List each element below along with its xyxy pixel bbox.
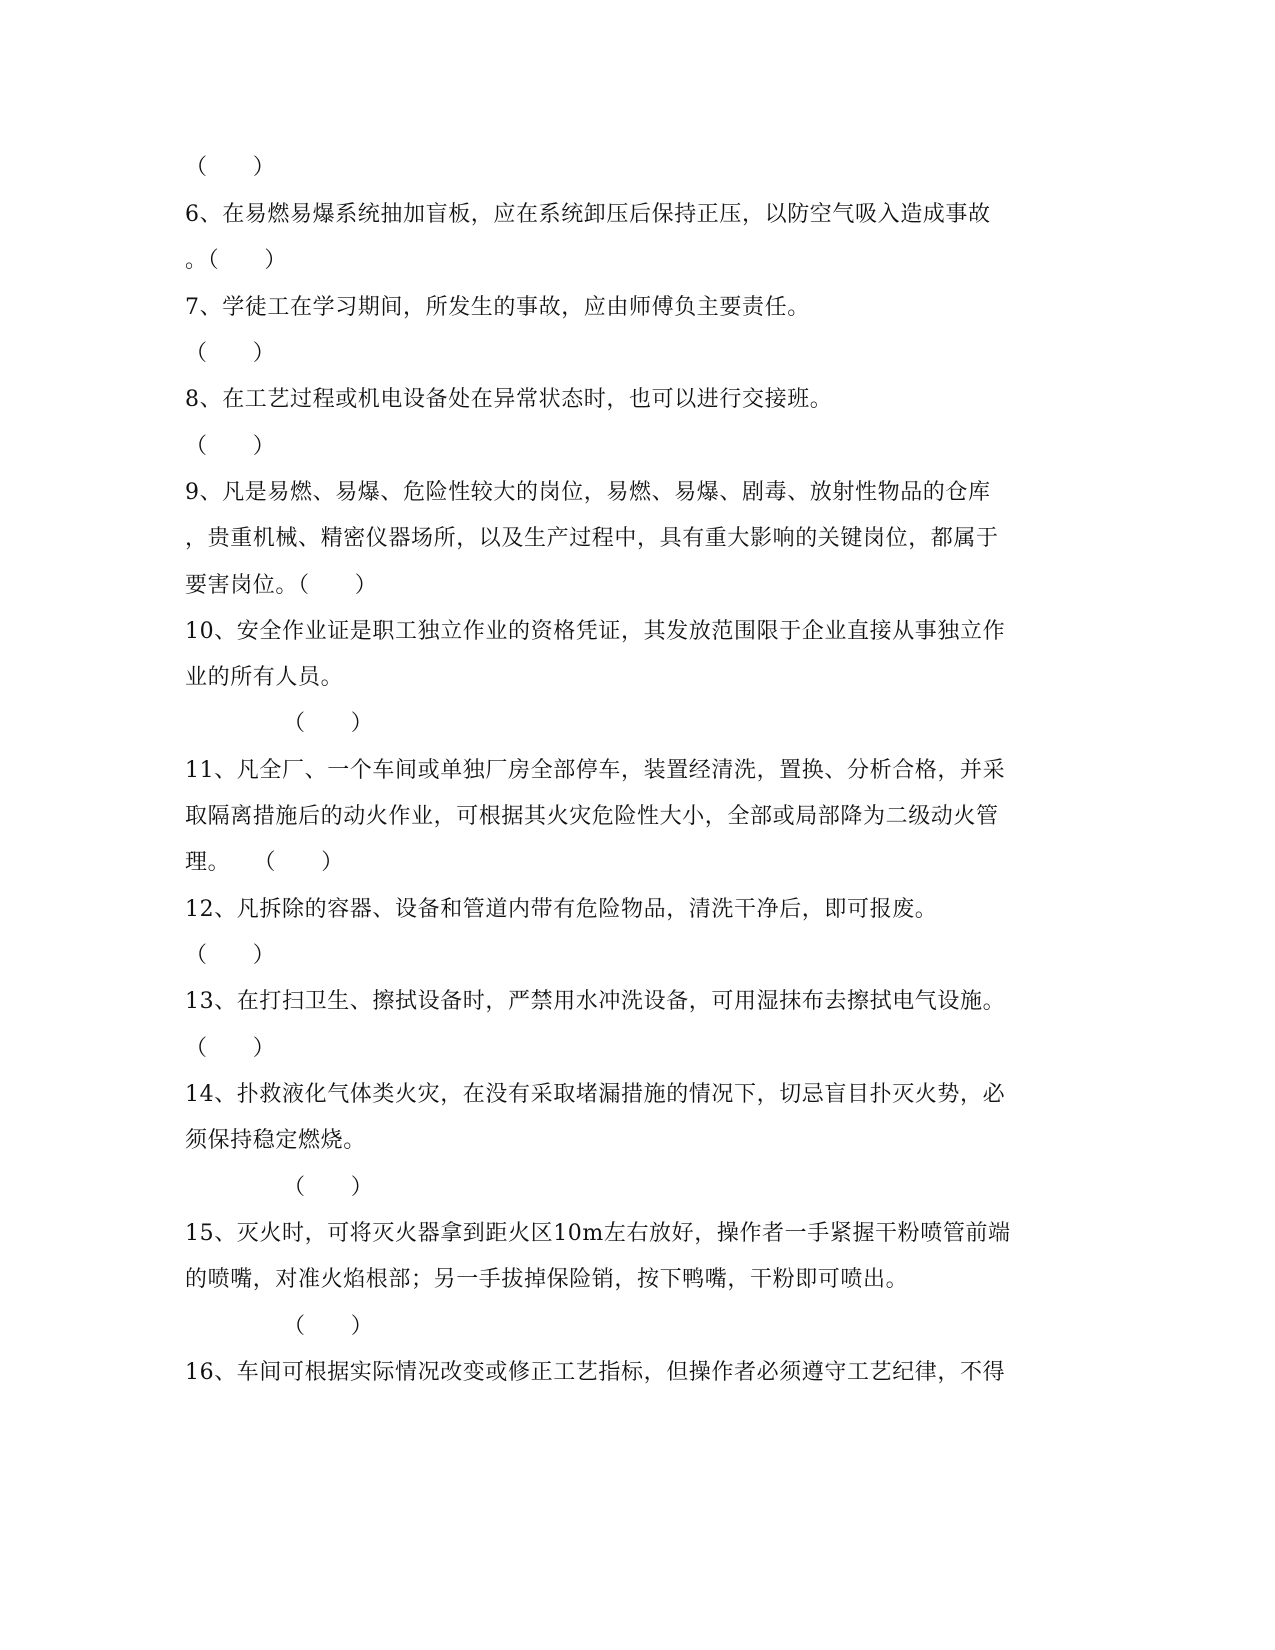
question-11-line-3: 理。 （ ） [185,850,344,875]
answer-blank: （ ） [185,943,276,968]
answer-blank: （ ） [185,1036,276,1061]
question-14-line-1: 14、扑救液化气体类火灾，在没有采取堵漏措施的情况下，切忌盲目扑灭火势，必 [185,1082,1006,1107]
question-12: 12、凡拆除的容器、设备和管道内带有危险物品，清洗干净后，即可报废。 [185,897,938,922]
question-9-line-2: ，贵重机械、精密仪器场所，以及生产过程中，具有重大影响的关键岗位，都属于 [185,526,999,551]
question-15-line-2: 的喷嘴，对准火焰根部；另一手拔掉保险销，按下鸭嘴，干粉即可喷出。 [185,1267,909,1292]
question-16-line-1: 16、车间可根据实际情况改变或修正工艺指标，但操作者必须遵守工艺纪律，不得 [185,1360,1006,1385]
answer-blank: （ ） [185,434,276,459]
question-15-line-1: 15、灭火时，可将灭火器拿到距火区10m左右放好，操作者一手紧握干粉喷管前端 [185,1221,1011,1246]
question-10-line-2: 业的所有人员。 [185,665,344,690]
question-7: 7、学徒工在学习期间，所发生的事故，应由师傅负主要责任。 [185,295,810,320]
question-9-line-3: 要害岗位。（ ） [185,573,378,598]
answer-blank: （ ） [283,1314,374,1339]
question-8: 8、在工艺过程或机电设备处在异常状态时，也可以进行交接班。 [185,387,833,412]
question-14-line-2: 须保持稳定燃烧。 [185,1128,366,1153]
question-6-line-1: 6、在易燃易爆系统抽加盲板，应在系统卸压后保持正压，以防空气吸入造成事故 [185,202,991,227]
question-10-line-1: 10、安全作业证是职工独立作业的资格凭证，其发放范围限于企业直接从事独立作 [185,619,1006,644]
answer-blank: （ ） [185,341,276,366]
answer-blank: （ ） [185,155,276,180]
question-9-line-1: 9、凡是易燃、易爆、危险性较大的岗位，易燃、易爆、剧毒、放射性物品的仓库 [185,480,991,505]
answer-blank: （ ） [283,1175,374,1200]
answer-blank: （ ） [283,711,374,736]
question-11-line-1: 11、凡全厂、一个车间或单独厂房全部停车，装置经清洗，置换、分析合格，并采 [185,758,1006,783]
question-13: 13、在打扫卫生、擦拭设备时，严禁用水冲洗设备，可用湿抹布去擦拭电气设施。 [185,989,1006,1014]
question-11-line-2: 取隔离措施后的动火作业，可根据其火灾危险性大小，全部或局部降为二级动火管 [185,804,999,829]
question-6-line-2: 。（ ） [185,248,288,273]
